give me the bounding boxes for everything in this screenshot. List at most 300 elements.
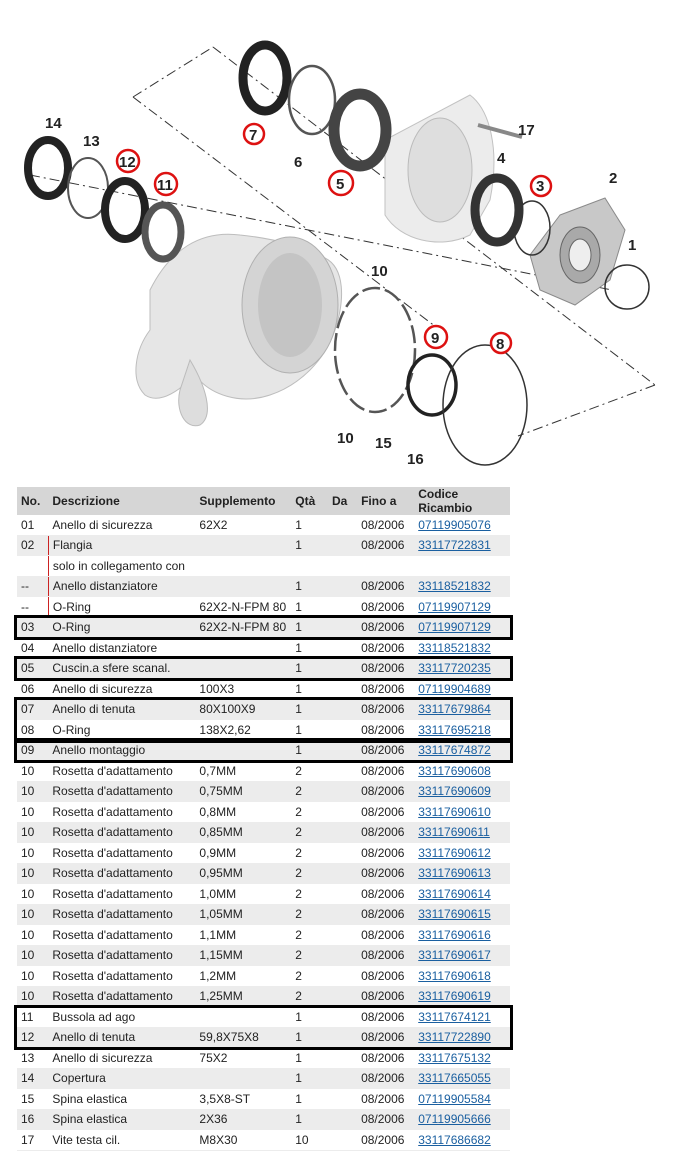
cell-fino: 08/2006 <box>357 658 414 679</box>
table-row <box>17 576 510 597</box>
cell-desc: Rosetta d'adattamento <box>48 843 195 864</box>
cell-code <box>414 720 510 741</box>
cell-no: 05 <box>17 658 48 679</box>
table-row <box>17 638 510 659</box>
cell-code <box>414 597 510 618</box>
cell-no: 14 <box>17 1068 48 1089</box>
cell-fino: 08/2006 <box>357 904 414 925</box>
cell-qty: 1 <box>291 699 328 720</box>
part-code-link[interactable]: 33117690619 <box>418 989 491 1004</box>
table-row <box>17 781 510 802</box>
cell-supp <box>195 740 291 761</box>
cell-da <box>328 658 357 679</box>
callout-12: 12 <box>119 154 136 171</box>
cell-fino: 08/2006 <box>357 597 414 618</box>
flange <box>530 198 625 305</box>
table-row <box>17 535 510 556</box>
cell-desc: Rosetta d'adattamento <box>48 966 195 987</box>
col-fino: Fino a <box>357 487 414 515</box>
cell-desc: Anello distanziatore <box>48 638 195 659</box>
part-code-link[interactable]: 33117695218 <box>418 722 491 737</box>
part-code-link[interactable]: 33118521832 <box>418 640 491 655</box>
cell-no: 13 <box>17 1048 48 1069</box>
cell-qty: 1 <box>291 1109 328 1130</box>
cell-code <box>414 863 510 884</box>
callout-6: 6 <box>294 154 303 171</box>
callout-1: 1 <box>628 237 637 254</box>
cell-da <box>328 1109 357 1130</box>
cell-desc: O-Ring <box>48 597 195 618</box>
cell-desc: Rosetta d'adattamento <box>48 781 195 802</box>
cell-no: 10 <box>17 822 48 843</box>
cell-da <box>328 802 357 823</box>
cell-code <box>414 556 510 577</box>
table-row <box>17 740 510 761</box>
cell-no: 15 <box>17 1089 48 1110</box>
cell-fino: 08/2006 <box>357 843 414 864</box>
cell-desc: Rosetta d'adattamento <box>48 925 195 946</box>
cell-code <box>414 781 510 802</box>
cell-qty <box>291 556 328 577</box>
cell-code <box>414 740 510 761</box>
cell-no: 10 <box>17 761 48 782</box>
cell-supp: 1,2MM <box>195 966 291 987</box>
cell-supp: 3,5X8-ST <box>195 1089 291 1110</box>
cell-fino: 08/2006 <box>357 1068 414 1089</box>
cell-fino: 08/2006 <box>357 535 414 556</box>
cell-qty: 2 <box>291 904 328 925</box>
cell-da <box>328 986 357 1007</box>
cell-desc: Rosetta d'adattamento <box>48 986 195 1007</box>
table-row <box>17 515 510 535</box>
table-row <box>17 843 510 864</box>
cell-da <box>328 1068 357 1089</box>
part-code-link[interactable]: 07119905666 <box>418 1112 491 1127</box>
cell-desc: Anello di sicurezza <box>48 679 195 700</box>
cell-supp <box>195 638 291 659</box>
cell-qty: 2 <box>291 863 328 884</box>
part-code-link[interactable]: 33117720235 <box>418 661 491 676</box>
cell-fino: 08/2006 <box>357 720 414 741</box>
cell-supp: 1,05MM <box>195 904 291 925</box>
part-code-link[interactable]: 07119907129 <box>418 620 491 635</box>
cell-code <box>414 986 510 1007</box>
cell-da <box>328 966 357 987</box>
cell-supp <box>195 658 291 679</box>
cell-code <box>414 966 510 987</box>
cell-code <box>414 802 510 823</box>
table-row <box>17 699 510 720</box>
cell-no: 11 <box>17 1007 48 1028</box>
table-row <box>17 802 510 823</box>
part-code-link[interactable]: 33117690616 <box>418 927 491 942</box>
cell-fino: 08/2006 <box>357 1130 414 1151</box>
table-row <box>17 884 510 905</box>
col-no: No. <box>17 487 48 515</box>
table-row <box>17 1130 510 1151</box>
cell-supp: 75X2 <box>195 1048 291 1069</box>
callout-13: 13 <box>83 133 100 150</box>
cell-desc: Anello di sicurezza <box>48 515 195 535</box>
cell-fino: 08/2006 <box>357 781 414 802</box>
part-code-link[interactable]: 33117674872 <box>418 743 491 758</box>
cell-supp: M8X30 <box>195 1130 291 1151</box>
col-supp: Supplemento <box>195 487 291 515</box>
cell-desc: Rosetta d'adattamento <box>48 945 195 966</box>
table-row <box>17 679 510 700</box>
part-code-link[interactable]: 33117675132 <box>418 1050 491 1065</box>
cell-da <box>328 1007 357 1028</box>
cell-no: 02 <box>17 535 48 556</box>
cell-supp: 1,15MM <box>195 945 291 966</box>
cell-da <box>328 1089 357 1110</box>
cell-desc: Spina elastica <box>48 1089 195 1110</box>
cell-fino: 08/2006 <box>357 699 414 720</box>
cell-no: 17 <box>17 1130 48 1151</box>
part-code-link[interactable]: 33117690617 <box>418 948 491 963</box>
cell-code <box>414 1007 510 1028</box>
part-code-link[interactable]: 33118521832 <box>418 579 491 594</box>
part-code-link[interactable]: 33117690609 <box>418 784 491 799</box>
cell-code <box>414 904 510 925</box>
cell-fino: 08/2006 <box>357 1007 414 1028</box>
table-row <box>17 986 510 1007</box>
table-body <box>17 515 510 1150</box>
cell-no: 03 <box>17 617 48 638</box>
cell-da <box>328 617 357 638</box>
cell-fino: 08/2006 <box>357 1048 414 1069</box>
cell-supp: 100X3 <box>195 679 291 700</box>
cell-da <box>328 945 357 966</box>
cell-fino: 08/2006 <box>357 638 414 659</box>
cell-supp <box>195 576 291 597</box>
cell-supp: 62X2-N-FPM 80 <box>195 617 291 638</box>
table-row <box>17 1007 510 1028</box>
part-code-link[interactable]: 33117665055 <box>418 1071 491 1086</box>
cell-da <box>328 556 357 577</box>
cell-desc: Flangia <box>48 535 195 556</box>
part-code-link[interactable]: 33117690612 <box>418 845 491 860</box>
cell-desc: Anello di sicurezza <box>48 1048 195 1069</box>
cell-desc: solo in collegamento con <box>48 556 195 577</box>
cell-fino: 08/2006 <box>357 515 414 535</box>
callout-4: 4 <box>497 150 506 167</box>
part-code-link[interactable]: 33117690618 <box>418 968 491 983</box>
cell-da <box>328 679 357 700</box>
table-row <box>17 863 510 884</box>
cell-qty: 1 <box>291 617 328 638</box>
cell-desc: Anello di tenuta <box>48 699 195 720</box>
cell-code <box>414 925 510 946</box>
callout-7: 7 <box>249 127 258 144</box>
cell-supp: 0,8MM <box>195 802 291 823</box>
cell-no: 10 <box>17 802 48 823</box>
table-row <box>17 1027 510 1048</box>
cell-fino: 08/2006 <box>357 576 414 597</box>
table-row <box>17 1068 510 1089</box>
cell-code <box>414 1048 510 1069</box>
part-code-link[interactable]: 33117722890 <box>418 1030 491 1045</box>
cell-no: -- <box>17 597 48 618</box>
cell-desc: Vite testa cil. <box>48 1130 195 1151</box>
table-row <box>17 617 510 638</box>
cell-qty: 2 <box>291 843 328 864</box>
cell-qty: 2 <box>291 781 328 802</box>
cell-code <box>414 515 510 535</box>
cell-da <box>328 884 357 905</box>
callout-16: 16 <box>407 451 424 468</box>
cell-qty: 1 <box>291 679 328 700</box>
cell-code <box>414 1089 510 1110</box>
cell-supp <box>195 556 291 577</box>
cell-qty: 1 <box>291 720 328 741</box>
cell-desc: Copertura <box>48 1068 195 1089</box>
cell-da <box>328 1130 357 1151</box>
table-row <box>17 822 510 843</box>
cell-fino: 08/2006 <box>357 1027 414 1048</box>
cell-no: 10 <box>17 863 48 884</box>
col-qty: Qtà <box>291 487 328 515</box>
cell-da <box>328 925 357 946</box>
cell-no: 10 <box>17 945 48 966</box>
col-da: Da <box>328 487 357 515</box>
cell-supp: 1,1MM <box>195 925 291 946</box>
callout-10-bottom: 10 <box>337 430 354 447</box>
callout-2: 2 <box>609 170 618 187</box>
cell-supp: 0,85MM <box>195 822 291 843</box>
cell-supp: 0,75MM <box>195 781 291 802</box>
cell-supp: 1,0MM <box>195 884 291 905</box>
cell-da <box>328 597 357 618</box>
table-row <box>17 761 510 782</box>
table-row <box>17 945 510 966</box>
cell-code <box>414 617 510 638</box>
table-row <box>17 597 510 618</box>
cell-code <box>414 1130 510 1151</box>
part-code-link[interactable]: 33117690608 <box>418 763 491 778</box>
cell-desc: O-Ring <box>48 617 195 638</box>
cell-desc: Rosetta d'adattamento <box>48 822 195 843</box>
cell-supp: 0,7MM <box>195 761 291 782</box>
cell-qty: 1 <box>291 638 328 659</box>
part-code-link[interactable]: 33117690611 <box>418 825 490 840</box>
cell-fino: 08/2006 <box>357 1109 414 1130</box>
table-row <box>17 556 510 577</box>
cell-da <box>328 535 357 556</box>
cell-fino: 08/2006 <box>357 679 414 700</box>
cell-fino: 08/2006 <box>357 986 414 1007</box>
cell-fino <box>357 556 414 577</box>
cell-desc: Bussola ad ago <box>48 1007 195 1028</box>
cell-code <box>414 1027 510 1048</box>
callout-11: 11 <box>157 177 173 194</box>
cell-fino: 08/2006 <box>357 884 414 905</box>
cell-supp: 2X36 <box>195 1109 291 1130</box>
cell-qty: 2 <box>291 822 328 843</box>
cell-qty: 2 <box>291 884 328 905</box>
cell-qty: 2 <box>291 761 328 782</box>
cell-code <box>414 884 510 905</box>
cell-fino: 08/2006 <box>357 740 414 761</box>
cell-supp: 62X2-N-FPM 80 <box>195 597 291 618</box>
cell-supp <box>195 1007 291 1028</box>
part-code-link[interactable]: 07119904689 <box>418 681 491 696</box>
cell-no: 10 <box>17 904 48 925</box>
cell-qty: 1 <box>291 576 328 597</box>
cell-no: 10 <box>17 843 48 864</box>
cell-supp: 0,9MM <box>195 843 291 864</box>
cell-code <box>414 535 510 556</box>
cell-desc: Anello di tenuta <box>48 1027 195 1048</box>
cell-qty: 2 <box>291 802 328 823</box>
cell-qty: 1 <box>291 740 328 761</box>
cell-no: 16 <box>17 1109 48 1130</box>
cell-qty: 1 <box>291 1068 328 1089</box>
table-row <box>17 1109 510 1130</box>
cell-desc: Rosetta d'adattamento <box>48 863 195 884</box>
cell-code <box>414 638 510 659</box>
cell-da <box>328 1027 357 1048</box>
cell-fino: 08/2006 <box>357 802 414 823</box>
part-code-link[interactable]: 33117690613 <box>418 866 491 881</box>
cell-qty: 1 <box>291 1048 328 1069</box>
table-row <box>17 966 510 987</box>
part-code-link[interactable]: 07119907129 <box>418 599 491 614</box>
cell-da <box>328 740 357 761</box>
cell-da <box>328 863 357 884</box>
cell-desc: O-Ring <box>48 720 195 741</box>
cell-da <box>328 699 357 720</box>
housing-body <box>136 234 342 426</box>
cell-fino: 08/2006 <box>357 925 414 946</box>
cell-no: 06 <box>17 679 48 700</box>
cell-da <box>328 1048 357 1069</box>
cell-fino: 08/2006 <box>357 761 414 782</box>
cell-supp: 0,95MM <box>195 863 291 884</box>
cell-code <box>414 761 510 782</box>
cell-supp <box>195 535 291 556</box>
cell-supp: 62X2 <box>195 515 291 535</box>
cell-desc: Rosetta d'adattamento <box>48 884 195 905</box>
cell-qty: 1 <box>291 515 328 535</box>
cell-desc: Anello montaggio <box>48 740 195 761</box>
callout-15: 15 <box>375 435 392 452</box>
cell-no <box>17 556 48 577</box>
cell-code <box>414 945 510 966</box>
cell-no: 10 <box>17 781 48 802</box>
part-code-link[interactable]: 33117690614 <box>418 886 491 901</box>
cell-fino: 08/2006 <box>357 822 414 843</box>
cell-qty: 2 <box>291 945 328 966</box>
cell-no: 10 <box>17 884 48 905</box>
cell-qty: 1 <box>291 1027 328 1048</box>
callout-8: 8 <box>496 336 505 353</box>
cell-qty: 1 <box>291 658 328 679</box>
part-code-link[interactable]: 07119905584 <box>418 1091 491 1106</box>
cell-desc: Anello distanziatore <box>48 576 195 597</box>
cell-fino: 08/2006 <box>357 1089 414 1110</box>
cell-no: 10 <box>17 986 48 1007</box>
cell-supp: 59,8X75X8 <box>195 1027 291 1048</box>
cell-fino: 08/2006 <box>357 617 414 638</box>
cell-no: 09 <box>17 740 48 761</box>
part-code-link[interactable]: 33117690615 <box>418 907 491 922</box>
cell-da <box>328 904 357 925</box>
cell-da <box>328 515 357 535</box>
cell-da <box>328 843 357 864</box>
cell-code <box>414 822 510 843</box>
cell-code <box>414 658 510 679</box>
table-row <box>17 904 510 925</box>
part-code-link[interactable]: 33117674121 <box>418 1009 491 1024</box>
cell-code <box>414 1068 510 1089</box>
callout-17: 17 <box>518 122 535 139</box>
cell-no: 01 <box>17 515 48 535</box>
cell-supp: 1,25MM <box>195 986 291 1007</box>
cell-code <box>414 843 510 864</box>
cell-code <box>414 1109 510 1130</box>
cell-desc: Spina elastica <box>48 1109 195 1130</box>
cell-qty: 1 <box>291 535 328 556</box>
part-code-link[interactable]: 33117679864 <box>418 702 491 717</box>
parts-table <box>17 487 510 1151</box>
col-code: Codice Ricambio <box>414 487 510 515</box>
cell-da <box>328 576 357 597</box>
cell-supp: 80X100X9 <box>195 699 291 720</box>
cell-qty: 2 <box>291 986 328 1007</box>
table-row <box>17 1089 510 1110</box>
cell-da <box>328 781 357 802</box>
table-row <box>17 925 510 946</box>
cell-supp: 138X2,62 <box>195 720 291 741</box>
part-code-link[interactable]: 33117690610 <box>418 804 491 819</box>
cell-da <box>328 720 357 741</box>
cell-fino: 08/2006 <box>357 966 414 987</box>
cell-code <box>414 576 510 597</box>
table-row <box>17 1048 510 1069</box>
cell-da <box>328 822 357 843</box>
cell-qty: 10 <box>291 1130 328 1151</box>
cell-code <box>414 679 510 700</box>
cell-supp <box>195 1068 291 1089</box>
cell-no: -- <box>17 576 48 597</box>
part-code-link[interactable]: 33117722831 <box>418 538 491 553</box>
cell-qty: 2 <box>291 925 328 946</box>
part-code-link[interactable]: 07119905076 <box>418 517 491 532</box>
callout-9: 9 <box>431 330 440 347</box>
cell-no: 08 <box>17 720 48 741</box>
cell-no: 12 <box>17 1027 48 1048</box>
cell-no: 10 <box>17 925 48 946</box>
cell-da <box>328 761 357 782</box>
cell-no: 07 <box>17 699 48 720</box>
callout-10-top: 10 <box>371 263 388 280</box>
cell-no: 10 <box>17 966 48 987</box>
table-header <box>17 487 510 515</box>
callout-3: 3 <box>536 178 545 195</box>
table-row <box>17 720 510 741</box>
cell-qty: 1 <box>291 1089 328 1110</box>
callout-5: 5 <box>336 176 345 193</box>
cell-qty: 1 <box>291 1007 328 1028</box>
part-code-link[interactable]: 33117686682 <box>418 1132 491 1147</box>
cell-no: 04 <box>17 638 48 659</box>
col-desc: Descrizione <box>48 487 195 515</box>
cell-desc: Rosetta d'adattamento <box>48 904 195 925</box>
cell-desc: Cuscin.a sfere scanal. <box>48 658 195 679</box>
cell-qty: 2 <box>291 966 328 987</box>
cell-desc: Rosetta d'adattamento <box>48 802 195 823</box>
